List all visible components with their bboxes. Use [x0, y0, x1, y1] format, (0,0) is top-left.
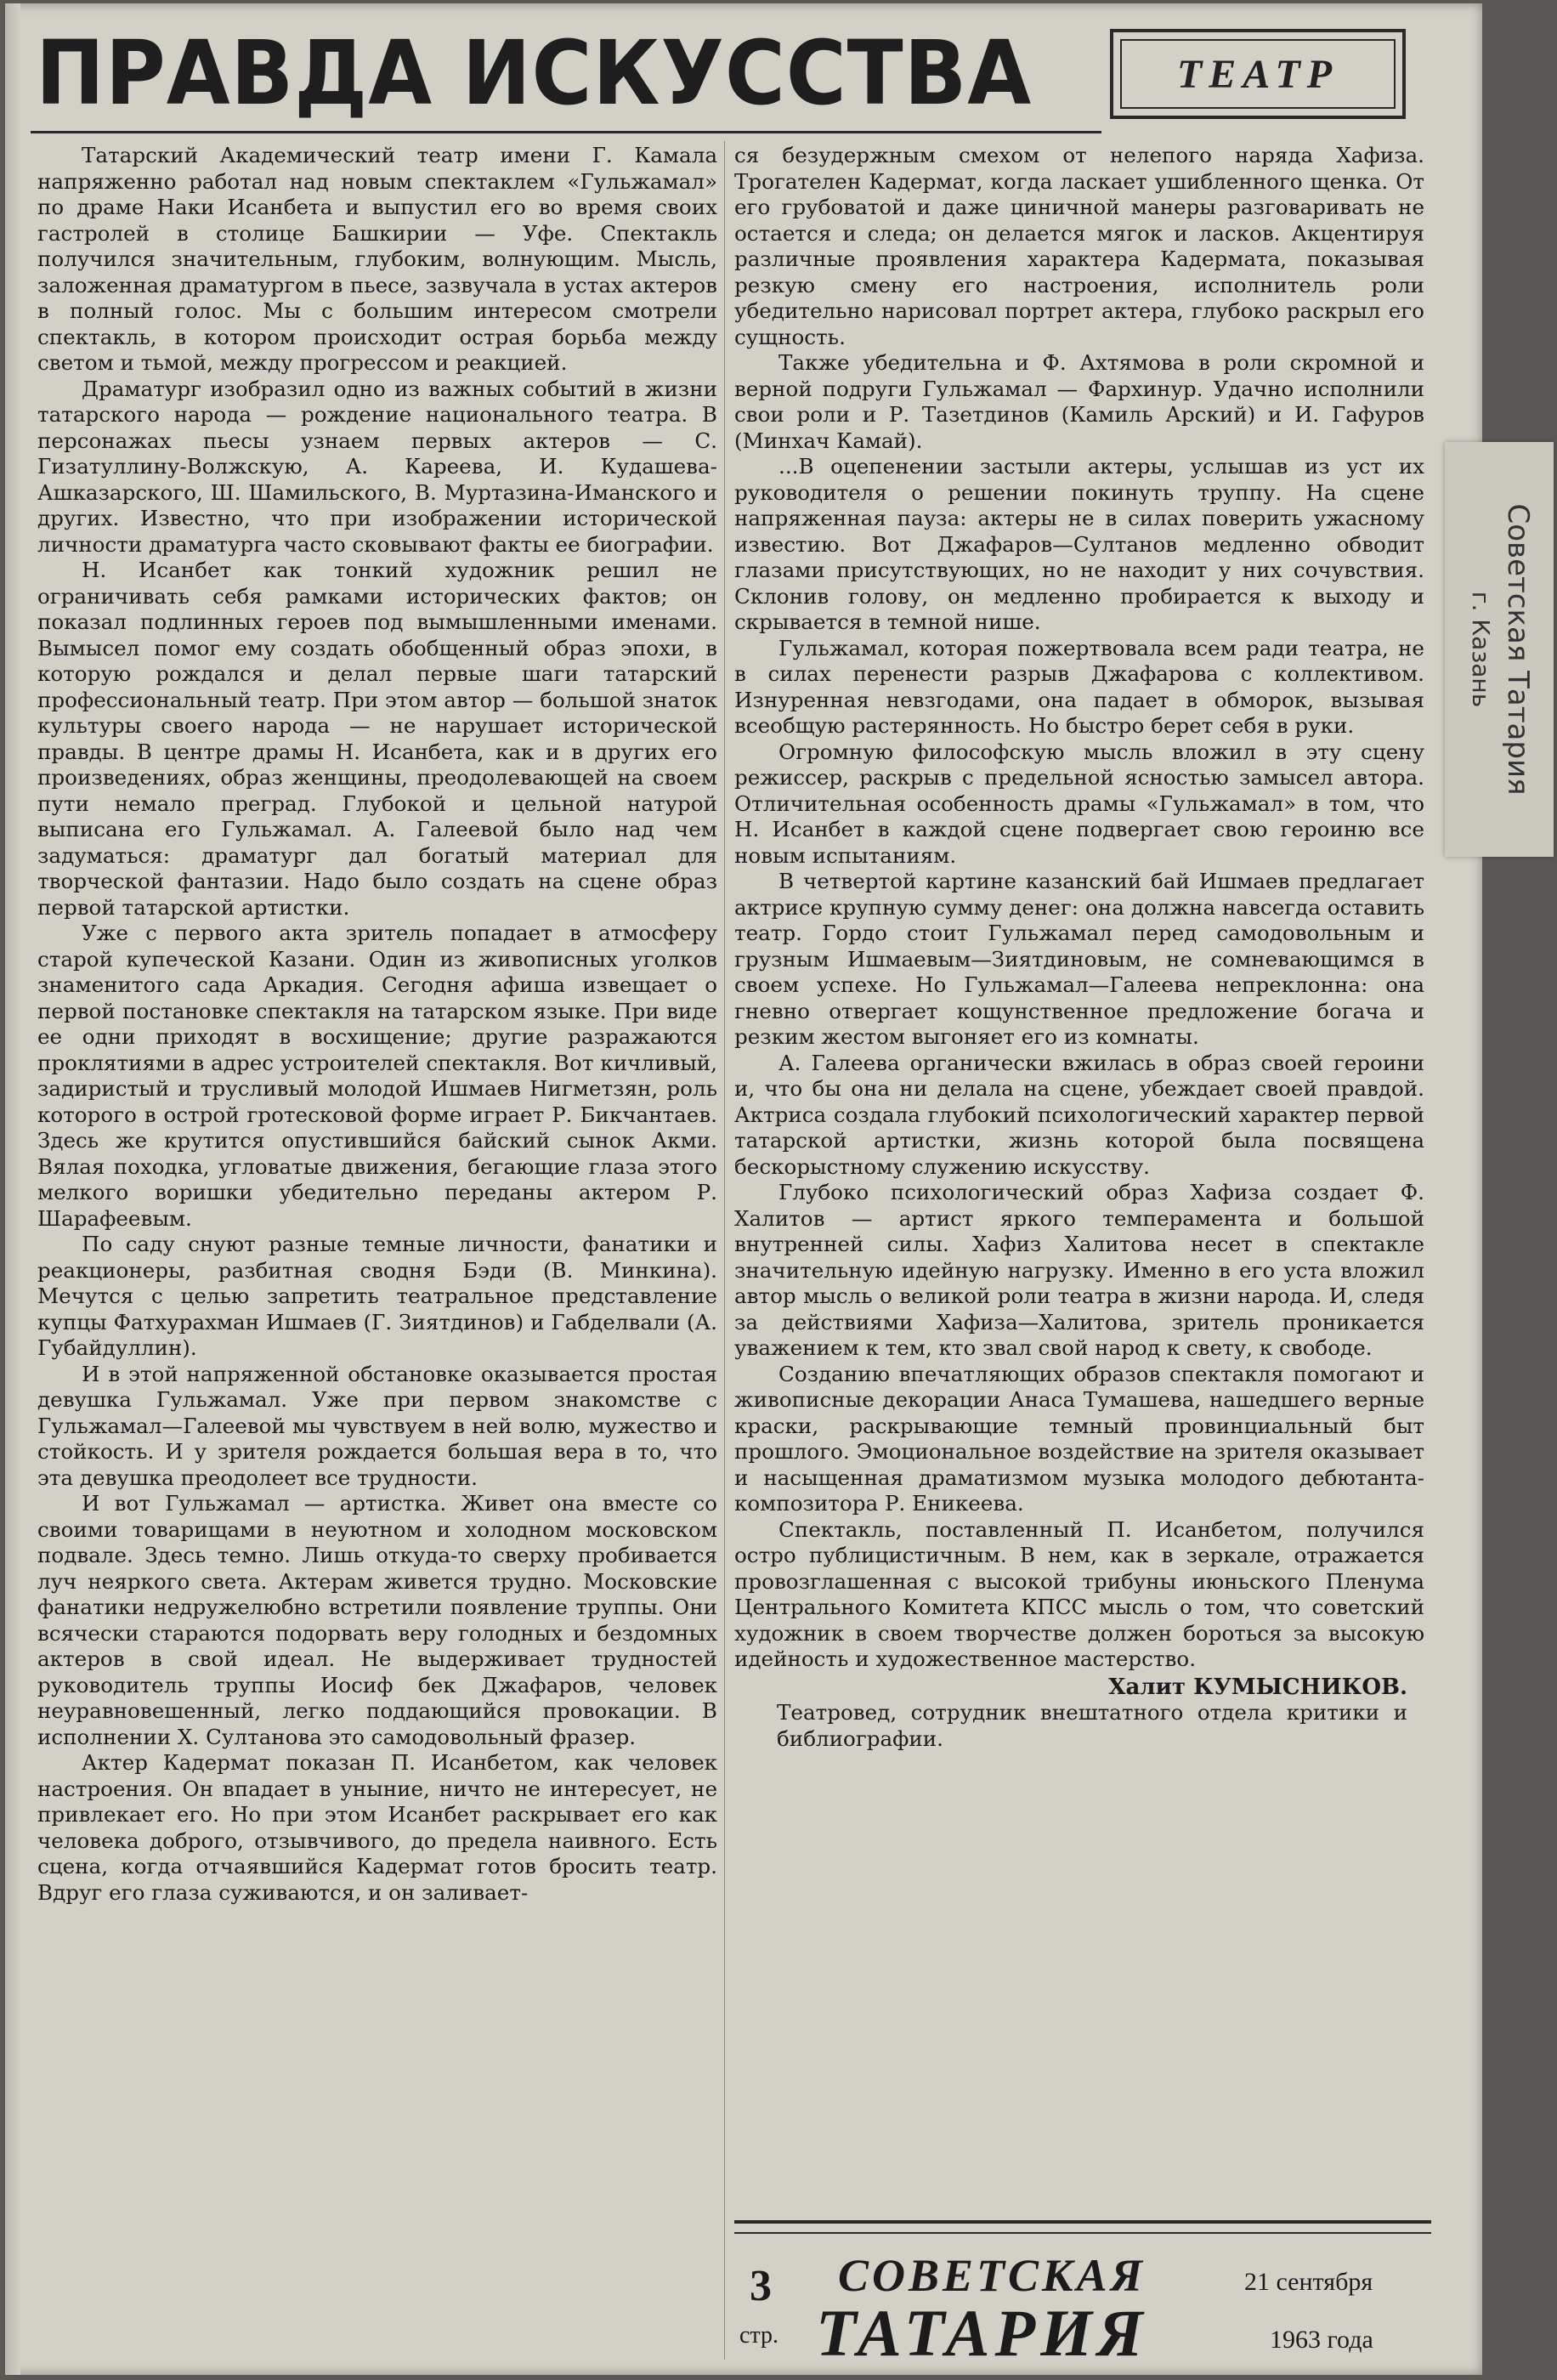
- clipping-edge: [5, 3, 20, 2375]
- newspaper-masthead: [734, 2213, 1431, 2370]
- article-column-2: [734, 143, 1424, 1752]
- section-rubric-box: [1110, 29, 1406, 119]
- headline-rule: [31, 131, 1101, 133]
- column-divider: [724, 141, 725, 2360]
- paragraph: Глубоко психологический образ Хафиза создает Ф. Халитов — артист яркого темперамента и большой внутренней силы. Хафиз Халитова несет в спектакле значительную идейную нагрузку. Именно в его уста вложил автор мысль о великой роли театра в жизни народа. И, следя за действиями Хафиза—Халитова, зритель проникается уважением к тем, кто звал свой народ к свету, к свободе.: [734, 1180, 1424, 1360]
- newspaper-name-line-1: СОВЕТСКАЯ: [838, 2250, 1146, 2301]
- article-headline: ПРАВДА ИСКУССТВА: [36, 21, 1033, 125]
- paragraph: В четвертой картине казанский бай Ишмаев предлагает актрисе крупную сумму денег: она должна навсегда оставить театр. Гордо стоит Гульжамал перед самодовольным и грузным Ишмаевым—Зиятдиновым, не сомневающимся в своем успехе. Но Гульжамал—Галеева непреклонна: она гневно отвергает кощунственное предложение богача и резким жестом выгоняет его из комнаты.: [734, 869, 1424, 1049]
- article-column-1: [37, 143, 717, 1906]
- issue-date: 21 сентября: [1244, 2268, 1373, 2296]
- page-label: стр.: [739, 2322, 779, 2349]
- paragraph: ...В оцепенении застыли актеры, услышав из уст их руководителя о решении покинуть труппу. На сцене напряженная пауза: актеры не в силах поверить ужасному известию. Вот Джафаров—Султанов медленно обводит глазами присутствующих, но не находит у них сочувствия. Склонив голову, он медленно пробирается к выходу и скрывается в темной нише.: [734, 454, 1424, 634]
- newspaper-clipping: [5, 3, 1482, 2375]
- issue-year: 1963 года: [1270, 2326, 1373, 2354]
- paragraph: Созданию впечатляющих образов спектакля помогают и живописные декорации Анаса Тумашева, нашедшего верные краски, раскрывающие темный провинциальный быт прошлого. Эмоциональное воздействие на зрителя оказывает и насыщенная драматизмом музыка молодого дебютанта-композитора Р. Еникеева.: [734, 1361, 1424, 1516]
- author-signature: Халит КУМЫСНИКОВ.: [1108, 1674, 1407, 1700]
- section-rubric: ТЕАТР: [1176, 51, 1339, 97]
- rubric-inner-frame: [1120, 39, 1396, 109]
- paragraph: ся безудержным смехом от нелепого наряда Хафиза. Трогателен Кадермат, когда ласкает ушибленного щенка. От его грубоватой и даже циничной манеры разговаривать не остается и следа; он делается мягок и ласков. Акцентируя различные проявления характера Кадермата, показывая резкую смену его настроения, исполнитель роли убедительно нарисовал портрет актера, глубоко раскрыл его сущность.: [734, 143, 1424, 349]
- paragraph: Уже с первого акта зритель попадает в атмосферу старой купеческой Казани. Один из живописных уголков знаменитого сада Аркадия. Сегодня афиша извещает о первой постановке спектакля на татарском языке. При виде ее одни приходят в восхищение; другие разражаются проклятиями в адрес устроителей спектакля. Вот кичливый, задиристый и трусливый молодой Ишмаев Нигметзян, роль которого в острой гротесковой форме играет Р. Бикчантаев. Здесь же крутится опустившийся байский сынок Акми. Вялая походка, угловатые движения, бегающие глаза этого мелкого воришки убедительно переданы актером Р. Шарафеевым.: [37, 921, 717, 1231]
- newspaper-name-line-2: ТАТАРИЯ: [816, 2296, 1148, 2370]
- paragraph: Огромную философскую мысль вложил в эту сцену режиссер, раскрыв с предельной ясностью замысел автора. Отличительная особенность драмы «Гульжамал» в том, что Н. Исанбет в каждой сцене подвергает свою героиню все новым испытаниям.: [734, 739, 1424, 868]
- masthead-rules: [734, 2220, 1431, 2234]
- source-label-tab: [1445, 442, 1554, 857]
- paragraph: По саду снуют разные темные личности, фанатики и реакционеры, разбитная сводня Бэди (В. Минкина). Мечутся с целью запретить театральное представление купцы Фатхурахман Ишмаев (Г. Зиятдинов) и Габделвали (А. Губайдуллин).: [37, 1232, 717, 1360]
- source-city: г. Казань: [1467, 591, 1495, 708]
- source-newspaper: Советская Татария: [1501, 503, 1535, 796]
- paragraph: Н. Исанбет как тонкий художник решил не ограничивать себя рамками исторических фактов; он показал подлинных героев под вымышленными именами. Вымысел помог ему создать обобщенный образ эпохи, в которую рождался и делал первые шаги татарский профессиональный театр. При этом автор — большой знаток культуры своего народа — не нарушает исторической правды. В центре драмы Н. Исанбета, как и в других его произведениях, образ женщины, преодолевающей на своем пути немало преград. Глубокой и цельной натурой выписана его Гульжамал. А. Галеевой было над чем задуматься: драматург дал богатый материал для творческой фантазии. Надо было создать на сцене образ первой татарской артистки.: [37, 558, 717, 920]
- paragraph: Татарский Академический театр имени Г. Камала напряженно работал над новым спектаклем «Гульжамал» по драме Наки Исанбета и выпустил его во время своих гастролей в столице Башкирии — Уфе. Спектакль получился значительным, глубоким, волнующим. Мысль, заложенная драматургом в пьесе, зазвучала в устах актеров в полный голос. Мы с большим интересом смотрели спектакль, в котором происходит острая борьба между светом и тьмой, между прогрессом и реакцией.: [37, 143, 717, 375]
- paragraph: А. Галеева органически вжилась в образ своей героини и, что бы она ни делала на сцене, убеждает своей правдой. Актриса создала глубокий психологический характер первой татарской артистки, жизнь которой была посвящена бескорыстному служению искусству.: [734, 1050, 1424, 1179]
- page-number: 3: [750, 2262, 772, 2310]
- paragraph: Также убедительна и Ф. Ахтямова в роли скромной и верной подруги Гульжамал — Фархинур. Удачно исполнили свои роли и Р. Тазетдинов (Камиль Арский) и И. Гафуров (Минхач Камай).: [734, 350, 1424, 453]
- paragraph: Актер Кадермат показан П. Исанбетом, как человек настроения. Он впадает в уныние, ничто не интересует, не привлекает его. Но при этом Исанбет раскрывает его как человека доброго, отзывчивого, до предела наивного. Есть сцена, когда отчаявшийся Кадермат готов бросить театр. Вдруг его глаза суживаются, и он заливает-: [37, 1750, 717, 1905]
- paragraph: И в этой напряженной обстановке оказывается простая девушка Гульжамал. Уже при первом знакомстве с Гульжамал—Галеевой мы чувствуем в ней волю, мужество и стойкость. И у зрителя рождается большая вера в то, что эта девушка преодолеет все трудности.: [37, 1361, 717, 1490]
- author-role: Театровед, сотрудник внештатного отдела критики и библиографии.: [777, 1700, 1407, 1751]
- paragraph: Драматург изобразил одно из важных событий в жизни татарского народа — рождение национального театра. В персонажах пьесы узнаем первых актеров — С. Гизатуллину-Волжскую, А. Кареева, И. Кудашева-Ашказарского, Ш. Шамильского, В. Муртазина-Иманского и других. Известно, что при изображении исторической личности драматурга часто сковывают факты ее биографии.: [37, 376, 717, 557]
- source-label-text: [1462, 503, 1537, 795]
- paragraph: Спектакль, поставленный П. Исанбетом, получился остро публицистичным. В нем, как в зеркале, отражается провозглашенная с высокой трибуны июньского Пленума Центрального Комитета КПСС мысль о том, что советский художник в своем творчестве должен бороться за высокую идейность и художественное мастерство.: [734, 1516, 1424, 1671]
- paragraph: И вот Гульжамал — артистка. Живет она вместе со своими товарищами в неуютном и холодном московском подвале. Здесь темно. Лишь откуда-то сверху пробивается луч неяркого света. Актерам живется трудно. Московские фанатики недружелюбно встретили появление труппы. Они всячески стараются подорвать веру голодных и бездомных актеров в свой идеал. Не выдерживает трудностей руководитель труппы Иосиф бек Джафаров, человек неуравновешенный, легко поддающийся провокации. В исполнении Х. Султанова это самодовольный фразер.: [37, 1491, 717, 1749]
- paragraph: Гульжамал, которая пожертвовала всем ради театра, не в силах перенести разрыв Джафарова с коллективом. Изнуренная невзгодами, она падает в обморок, вызывая всеобщую растерянность. Но быстро берет себя в руки.: [734, 635, 1424, 738]
